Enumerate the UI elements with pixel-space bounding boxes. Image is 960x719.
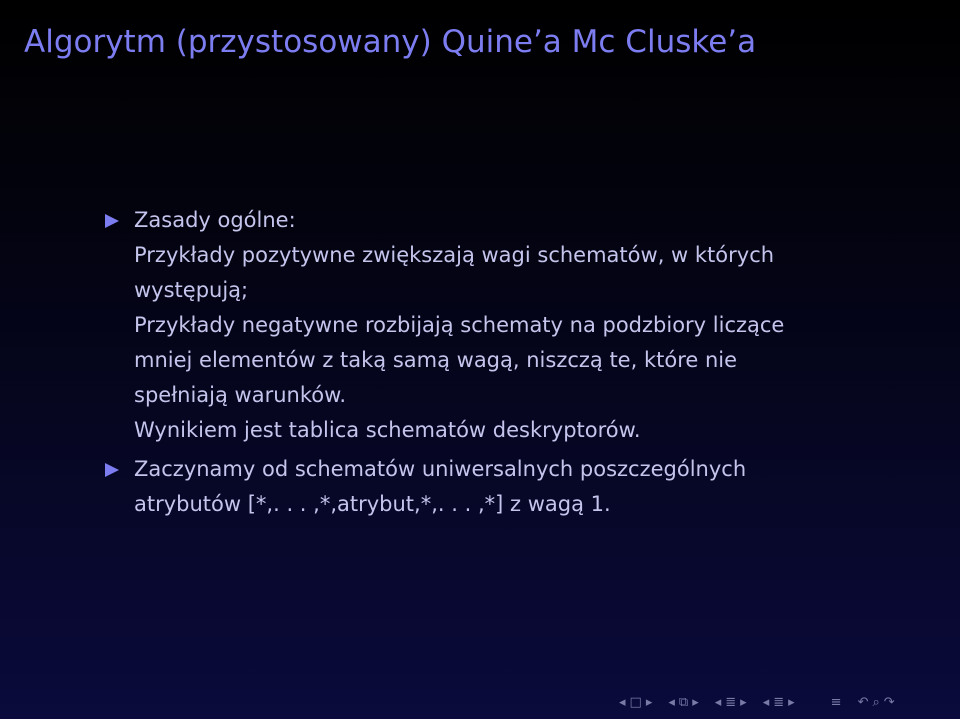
nav-right-arrow-icon[interactable]: ▸ [645, 695, 653, 710]
nav-right-arrow-icon[interactable]: ▸ [740, 695, 747, 710]
list-item-line: Zaczynamy od schematów uniwersalnych poszczególnych [134, 457, 747, 481]
list-item-line: Przykłady negatywne rozbijają schematy na podzbiory liczące [134, 313, 785, 337]
section-icon[interactable]: ≣ [773, 695, 785, 710]
triangle-bullet-icon [105, 214, 119, 228]
nav-left-arrow-icon[interactable]: ◂ [668, 695, 675, 710]
subsection-icon[interactable]: ⧉ [678, 695, 689, 710]
list-item-line: mniej elementów z taką samą wagą, niszczą te, które nie [134, 348, 738, 372]
nav-left-arrow-icon[interactable]: ◂ [714, 695, 722, 710]
list-item-line: Przykłady pozytywne zwiększają wagi schematów, w których [134, 243, 775, 267]
list-item-line: Zasady ogólne: [134, 208, 296, 232]
list-item-line: atrybutów [*,. . . ,*,atrybut,*,. . . ,*] z wagą 1. [134, 492, 611, 516]
slide-content [103, 203, 863, 522]
nav-right-arrow-icon[interactable]: ▸ [788, 695, 795, 710]
list-item-line: Wynikiem jest tablica schematów deskryptorów. [134, 418, 641, 442]
beamer-navigation-bar [619, 693, 955, 713]
list-item-line: występują; [134, 278, 249, 302]
align-icon[interactable]: ≡ [830, 695, 842, 710]
nav-left-arrow-icon[interactable]: ◂ [762, 695, 770, 710]
nav-right-arrow-icon[interactable]: ▸ [692, 695, 699, 710]
redo-icon[interactable]: ↷ [883, 695, 895, 710]
search-icon[interactable]: ⌕ [872, 695, 880, 710]
section-icon[interactable]: ≣ [725, 695, 737, 710]
list-item-line: spełniają warunków. [134, 383, 347, 407]
list-item [103, 203, 863, 448]
nav-left-arrow-icon[interactable]: ◂ [619, 695, 626, 710]
undo-icon[interactable]: ↶ [857, 695, 869, 710]
slide-title: Algorytm (przystosowany) Quine’a Mc Cluske’a [24, 24, 757, 60]
list-item [103, 452, 863, 522]
triangle-bullet-icon [105, 463, 119, 477]
frame-icon[interactable]: □ [629, 695, 642, 710]
